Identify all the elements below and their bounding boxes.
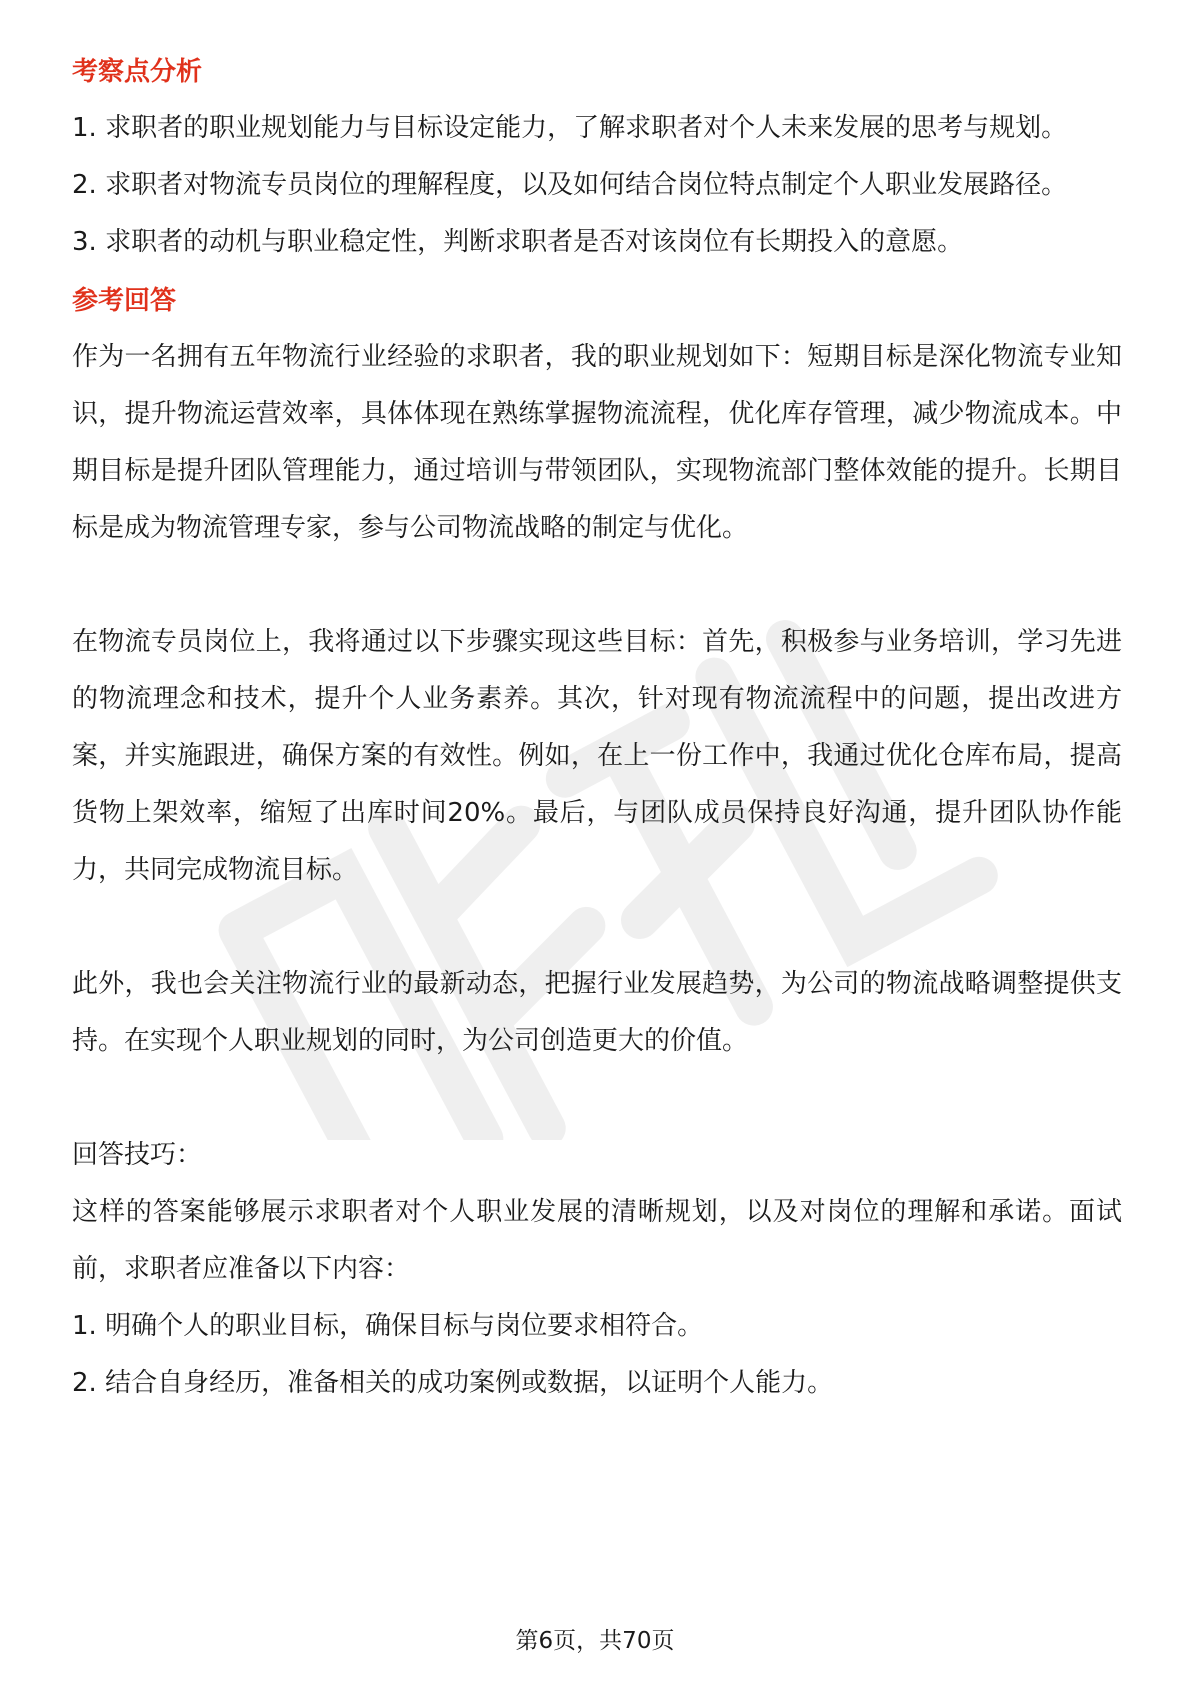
tips-item-1: 1. 明确个人的职业目标，确保目标与岗位要求相符合。 <box>72 1311 704 1341</box>
answer-paragraph-1: 作为一名拥有五年物流行业经验的求职者，我的职业规划如下：短期目标是深化物流专业知识，提升物流运营效率，具体体现在熟练掌握物流流程，优化库存管理，减少物流成本。中期目标是提升团队管理能力，通过培训与带领团队，实现物流部门整体效能的提升。长期目标是成为物流管理专家，参与公司物流战略的制定与优化。 <box>72 342 1122 543</box>
analysis-item-2: 2. 求职者对物流专员岗位的理解程度，以及如何结合岗位特点制定个人职业发展路径。 <box>72 170 1068 200</box>
answer-heading: 参考回答 <box>72 286 177 316</box>
analysis-heading: 考察点分析 <box>72 57 203 87</box>
answer-paragraph-2: 在物流专员岗位上，我将通过以下步骤实现这些目标：首先，积极参与业务培训，学习先进的物流理念和技术，提升个人业务素养。其次，针对现有物流流程中的问题，提出改进方案，并实施跟进，确保方案的有效性。例如，在上一份工作中，我通过优化仓库布局，提高货物上架效率，缩短了出库时间20%。最后，与团队成员保持良好沟通，提升团队协作能力，共同完成物流目标。 <box>72 627 1122 885</box>
analysis-item-3: 3. 求职者的动机与职业稳定性，判断求职者是否对该岗位有长期投入的意愿。 <box>72 227 964 257</box>
document-page <box>72 44 1122 1412</box>
page-number: 第6页，共70页 <box>515 1628 675 1654</box>
tips-item-2: 2. 结合自身经历，准备相关的成功案例或数据，以证明个人能力。 <box>72 1368 834 1398</box>
tips-intro: 这样的答案能够展示求职者对个人职业发展的清晰规划，以及对岗位的理解和承诺。面试前，求职者应准备以下内容： <box>72 1197 1122 1284</box>
analysis-item-1: 1. 求职者的职业规划能力与目标设定能力，了解求职者对个人未来发展的思考与规划。 <box>72 113 1068 143</box>
answer-paragraph-3: 此外，我也会关注物流行业的最新动态，把握行业发展趋势，为公司的物流战略调整提供支持。在实现个人职业规划的同时，为公司创造更大的价值。 <box>72 969 1122 1056</box>
tips-label: 回答技巧： <box>72 1140 203 1170</box>
